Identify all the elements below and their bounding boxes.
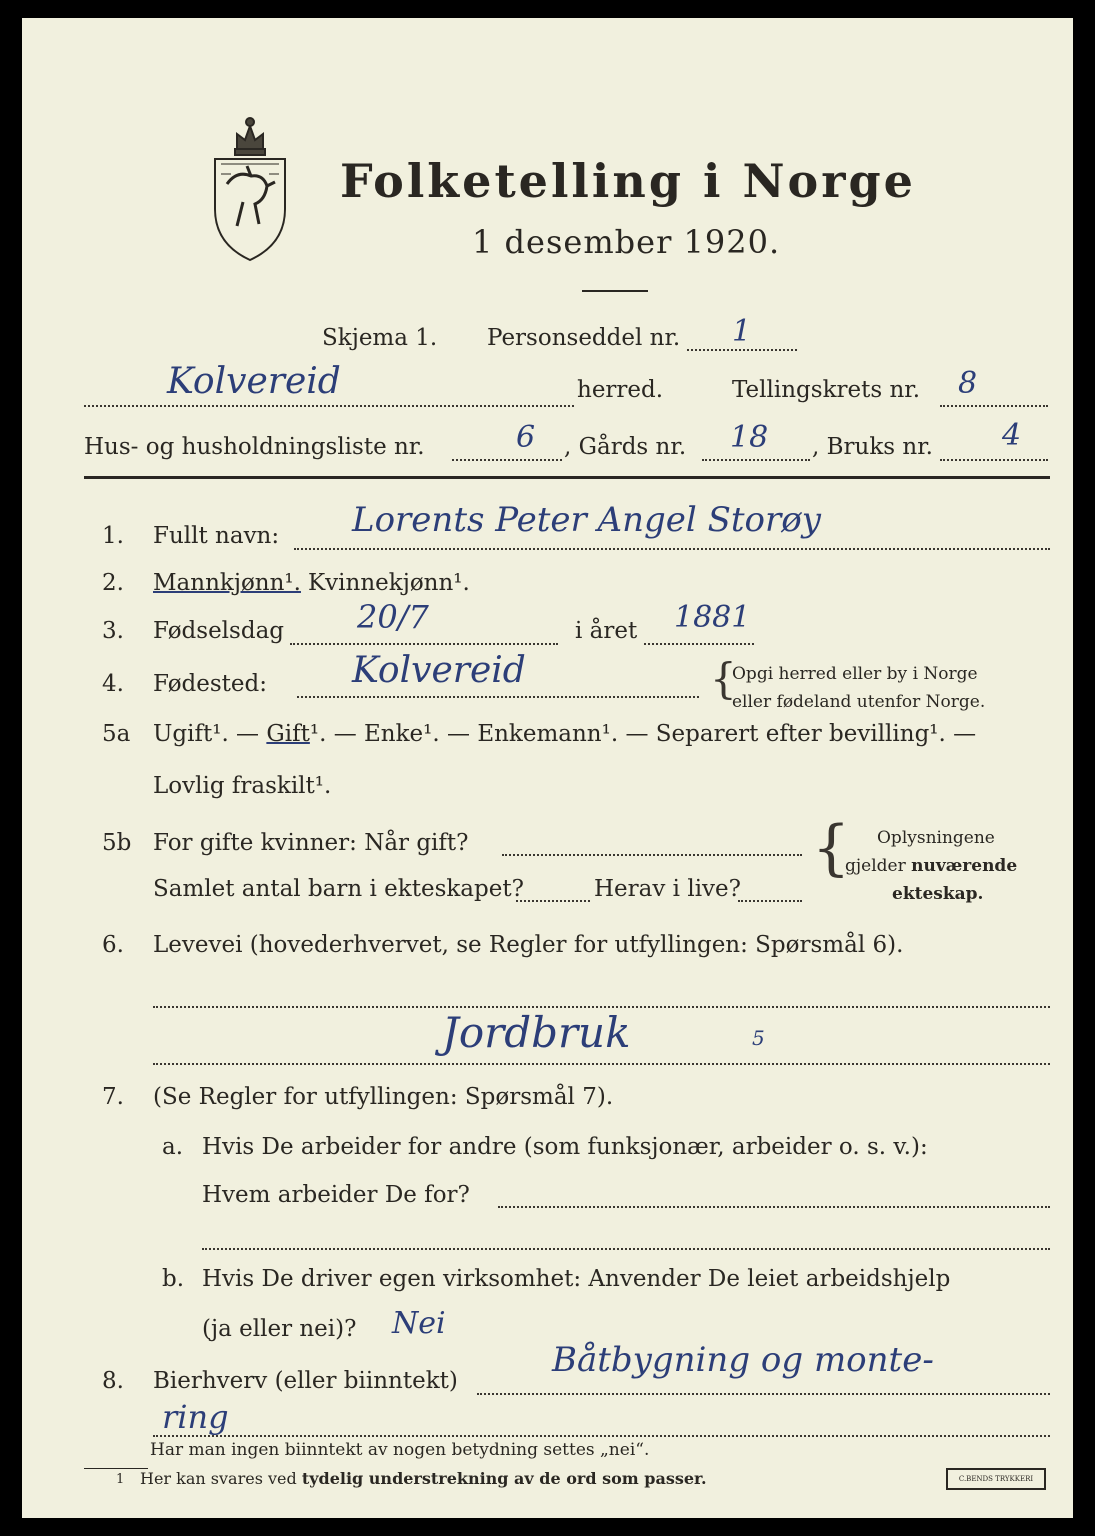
census-date: 1 desember 1920. xyxy=(472,223,781,261)
footnote-text: Her kan svares ved tydelig understrekning av de ord som passer. xyxy=(140,1469,707,1488)
female-option[interactable]: Kvinnekjønn¹. xyxy=(308,570,470,596)
husliste-label: Hus- og husholdningsliste nr. xyxy=(84,434,425,460)
full-name-value[interactable]: Lorents Peter Angel Storøy xyxy=(352,500,821,540)
q1-label: Fullt navn: xyxy=(153,523,280,549)
side-income-value-2[interactable]: ring xyxy=(162,1398,229,1436)
bruks-label: , Bruks nr. xyxy=(812,434,933,460)
title-divider xyxy=(582,290,648,292)
q7a-line1: Hvis De arbeider for andre (som funksjonær, arbeider o. s. v.): xyxy=(202,1134,928,1160)
birthplace-value[interactable]: Kolvereid xyxy=(352,650,526,691)
q7-number: 7. xyxy=(102,1084,124,1110)
form-title: Folketelling i Norge xyxy=(340,154,916,208)
bruks-value[interactable]: 4 xyxy=(1002,418,1022,453)
q2-number: 2. xyxy=(102,570,124,596)
q3-number: 3. xyxy=(102,618,124,644)
occupation-mark: 5 xyxy=(752,1026,765,1050)
personseddel-value[interactable]: 1 xyxy=(732,314,752,349)
married-women-label: For gifte kvinner: Når gift? xyxy=(153,830,469,856)
q7-label: (Se Regler for utfyllingen: Spørsmål 7). xyxy=(153,1084,614,1110)
tellingskrets-label: Tellingskrets nr. xyxy=(732,377,921,403)
q5b-number: 5b xyxy=(102,830,132,856)
printer-mark: C.BENDS TRYKKERI xyxy=(946,1468,1046,1490)
gards-label: , Gårds nr. xyxy=(564,434,687,460)
no-income-note: Har man ingen biinntekt av nogen betydning settes „nei“. xyxy=(150,1440,650,1460)
year-label: i året xyxy=(575,618,638,644)
footnote-number: 1 xyxy=(116,1472,125,1487)
personseddel-label: Personseddel nr. xyxy=(487,325,681,351)
q7b-line1: Hvis De driver egen virksomhet: Anvender De leiet arbeidshjelp xyxy=(202,1266,951,1292)
q7a-letter: a. xyxy=(162,1134,184,1160)
q7b-line2: (ja eller nei)? xyxy=(202,1316,357,1342)
gift-option[interactable]: Gift xyxy=(266,721,310,747)
herred-value[interactable]: Kolvereid xyxy=(167,361,341,402)
q4-label: Fødested: xyxy=(153,671,268,697)
q1-number: 1. xyxy=(102,523,124,549)
ugift-option[interactable]: Ugift¹. — xyxy=(153,721,260,747)
q5a-number: 5a xyxy=(102,721,131,747)
marriage-note-1: Oplysningene xyxy=(877,828,995,848)
birthday-value[interactable]: 20/7 xyxy=(357,598,429,636)
q7a-line2: Hvem arbeider De for? xyxy=(202,1182,470,1208)
q8-label: Bierhverv (eller biinntekt) xyxy=(153,1368,458,1394)
q3-label: Fødselsdag xyxy=(153,618,285,644)
husliste-value[interactable]: 6 xyxy=(516,420,536,455)
occupation-value[interactable]: Jordbruk xyxy=(442,1008,631,1057)
gards-value[interactable]: 18 xyxy=(730,420,769,455)
birthplace-note-1: Opgi herred eller by i Norge xyxy=(732,664,978,684)
children-alive-label: Herav i live? xyxy=(594,876,741,902)
side-income-value-1[interactable]: Båtbygning og monte- xyxy=(552,1340,934,1380)
q7b-letter: b. xyxy=(162,1266,185,1292)
birthplace-note-2: eller fødeland utenfor Norge. xyxy=(732,692,986,712)
birth-year-value[interactable]: 1881 xyxy=(674,600,751,635)
other-status-options[interactable]: ¹. — Enke¹. — Enkemann¹. — Separert efter bevilling¹. — xyxy=(309,721,977,747)
male-option[interactable]: Mannkjønn¹. xyxy=(153,570,301,596)
tellingskrets-value[interactable]: 8 xyxy=(958,366,978,401)
herred-label: herred. xyxy=(577,377,664,403)
children-total-label: Samlet antal barn i ekteskapet? xyxy=(153,876,524,902)
marriage-note-3: ekteskap. xyxy=(892,884,984,904)
q6-number: 6. xyxy=(102,932,124,958)
coat-of-arms-icon xyxy=(207,104,293,264)
census-form: Folketelling i Norge 1 desember 1920. Skjema 1. Personseddel nr. 1 Kolvereid herred. Tellingskrets nr. 8 Hus- og husholdningsliste nr. 6 , Gårds nr. 18 , Bruks nr. 4 1. Fullt navn: Lorents Peter Angel Storøy 2. Mannkjønn¹. Kvinnekjønn¹. 3. Fødselsdag 20/7 i året 1881 4. Fødested: Kolvereid { Opgi herred eller by i Norge eller fødeland utenfor Norge. 5a Ugift¹. — Gift¹. — Enke¹. — Enkemann¹. — Separert efter bevilling¹. — Lovlig fraskilt¹. 5b For gifte kvinner: Når gift? Samlet antal barn i ekteskapet? Herav i live? { Oplysningene gjelder nuværende ekteskap. 6. Levevei (hovederhvervet, se Regler for utfyllingen: Spørsmål 6). Jordbruk 5 7. (Se Regler for utfyllingen: Spørsmål 7). a. Hvis De arbeider for andre (som funksjonær, arbeider o. s. v.): Hvem arbeider De for? b. Hvis De driver egen virksomhet: Anvender De leiet arbeidshjelp (ja eller nei)? Nei 8. Bierhverv (eller biinntekt) Båtbygning og monte- ring Har man ingen biinntekt av nogen betydning settes „nei“. 1 Her kan svares ved tydelig understrekning av de ord som passer. C.BENDS TRYKKERI xyxy=(22,18,1073,1518)
q4-number: 4. xyxy=(102,671,124,697)
header-divider xyxy=(84,476,1050,479)
hired-help-value[interactable]: Nei xyxy=(392,1306,446,1341)
q8-number: 8. xyxy=(102,1368,124,1394)
skjema-label: Skjema 1. xyxy=(322,325,438,351)
fraskilt-option[interactable]: Lovlig fraskilt¹. xyxy=(153,773,332,799)
marriage-note-2: gjelder nuværende xyxy=(845,856,1018,876)
q6-label: Levevei (hovederhvervet, se Regler for utfyllingen: Spørsmål 6). xyxy=(153,932,904,958)
marital-status-line xyxy=(153,721,976,747)
